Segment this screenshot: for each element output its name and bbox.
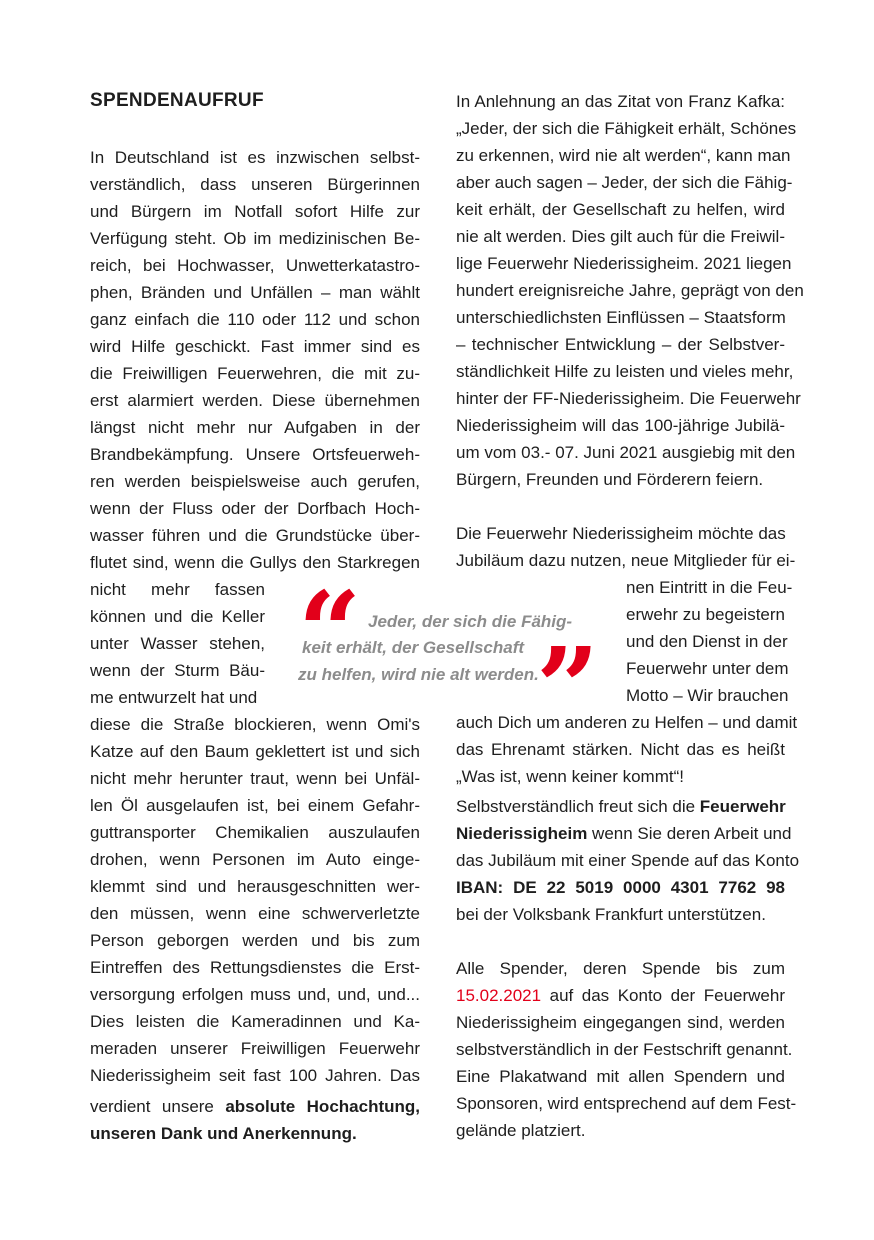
right-text-line: ständlichkeit Hilfe zu leisten und vieles mehr,	[456, 362, 794, 381]
right-text-line: nen Eintritt in die Feu-	[626, 578, 793, 597]
right-text-line: keit erhält, der Gesellschaft zu helfen, wird	[456, 200, 785, 219]
donors-line-4: selbstverständlich in der Festschrift genannt.	[456, 1040, 793, 1059]
left-text-line: klemmt sind und herausgeschnitten wer-	[90, 877, 420, 896]
right-text-line: Jubiläum dazu nutzen, neue Mitglieder für ei-	[456, 551, 796, 570]
right-text-line: In Anlehnung an das Zitat von Franz Kafka:	[456, 92, 785, 111]
support-line-1	[456, 797, 785, 817]
left-text-line: und Bürgern im Notfall sofort Hilfe zur	[90, 202, 420, 221]
support-line-2	[456, 824, 792, 844]
left-text-line: längst nicht mehr nur Aufgaben in der	[90, 418, 420, 437]
left-text-line: In Deutschland ist es inzwischen selbst-	[90, 148, 420, 167]
support-line-1-prefix: Selbstverständlich freut sich die	[456, 797, 700, 816]
right-text-line: aber auch sagen – Jeder, der sich die Fähig-	[456, 173, 793, 192]
right-text-line: zu erkennen, wird nie alt werden“, kann man	[456, 146, 791, 165]
pull-quote-line-3: zu helfen, wird nie alt werden.	[298, 665, 539, 684]
donors-line-6: Sponsoren, wird entsprechend auf dem Fest-	[456, 1094, 797, 1113]
left-text-line: Niederissigheim seit fast 100 Jahren. Das	[90, 1066, 420, 1085]
left-text-line: diese die Straße blockieren, wenn Omi's	[90, 715, 420, 734]
left-text-line: die Freiwilligen Feuerwehren, die mit zu-	[90, 364, 420, 383]
deadline-date: 15.02.2021	[456, 986, 542, 1005]
left-text-line: drohen, wenn Personen im Auto einge-	[90, 850, 420, 869]
right-text-line: erwehr zu begeistern	[626, 605, 785, 624]
iban: IBAN: DE 22 5019 0000 4301 7762 98	[456, 878, 785, 897]
support-niederissigheim: Niederissigheim	[456, 824, 588, 843]
left-text-line: Katze auf den Baum geklettert ist und sich	[90, 742, 420, 761]
right-text-line: das Ehrenamt stärken. Nicht das es heißt	[456, 740, 785, 759]
left-text-line: ren werden beispielsweise auch gerufen,	[90, 472, 420, 491]
right-text-line: auch Dich um anderen zu Helfen – und damit	[456, 713, 798, 732]
right-text-line: „Was ist, wenn keiner kommt“!	[456, 767, 684, 786]
left-text-line: Verfügung steht. Ob im medizinischen Be-	[90, 229, 420, 248]
left-text-line: können und die Keller	[90, 607, 265, 626]
right-text-line: – technischer Entwicklung – der Selbstver-	[456, 335, 785, 354]
emphasis-hochachtung: absolute Hochachtung,	[225, 1097, 420, 1116]
left-text-line: reich, bei Hochwasser, Unwetterkatastro-	[90, 256, 420, 275]
support-line-5: bei der Volksbank Frankfurt unterstützen.	[456, 905, 766, 924]
right-text-line: Die Feuerwehr Niederissigheim möchte das	[456, 524, 786, 543]
right-text-line: um vom 03.- 07. Juni 2021 ausgiebig mit den	[456, 443, 796, 462]
right-text-line: „Jeder, der sich die Fähigkeit erhält, Schönes	[456, 119, 797, 138]
right-text-line: unterschiedlichsten Einflüssen – Staatsform	[456, 308, 786, 327]
donors-line-5: Eine Plakatwand mit allen Spendern und	[456, 1067, 785, 1086]
donors-line-2-rest: auf das Konto der Feuerwehr	[541, 986, 785, 1005]
pull-quote	[296, 567, 601, 752]
left-text-line: nicht mehr fassen	[90, 580, 265, 599]
left-text-line: verständlich, dass unseren Bürgerinnen	[90, 175, 420, 194]
right-text-line: lige Feuerwehr Niederissigheim. 2021 liegen	[456, 254, 792, 273]
left-text-line: me entwurzelt hat und	[90, 688, 258, 707]
right-text-line: Feuerwehr unter dem	[626, 659, 789, 678]
left-text-line: wenn der Sturm Bäu-	[90, 661, 265, 680]
pull-quote-line-1: Jeder, der sich die Fähig-	[368, 612, 573, 631]
left-text-line: den müssen, wenn eine schwerverletzte	[90, 904, 420, 923]
donors-line-2	[456, 986, 785, 1006]
left-text-line: wird Hilfe geschickt. Fast immer sind es	[90, 337, 420, 356]
right-text-line: nie alt werden. Dies gilt auch für die Freiwil-	[456, 227, 785, 246]
support-line-2-rest: wenn Sie deren Arbeit und	[587, 824, 792, 843]
donors-line-3: Niederissigheim eingegangen sind, werden	[456, 1013, 785, 1032]
left-text-line: Brandbekämpfung. Unsere Ortsfeuerweh-	[90, 445, 420, 464]
left-final-bold: unseren Dank und Anerkennung.	[90, 1124, 357, 1143]
right-text-line: Bürgern, Freunden und Förderern feiern.	[456, 470, 764, 489]
pull-quote-line-2: keit erhält, der Gesellschaft	[302, 638, 525, 657]
left-text-line: Eintreffen des Rettungsdienstes die Erst-	[90, 958, 420, 977]
left-text-line: wasser führen und die Grundstücke über-	[90, 526, 420, 545]
support-line-3: das Jubiläum mit einer Spende auf das Konto	[456, 851, 800, 870]
left-text-line: erst alarmiert werden. Diese übernehmen	[90, 391, 420, 410]
left-last-line	[90, 1097, 420, 1117]
right-text-line: Niederissigheim will das 100-jährige Jubilä-	[456, 416, 785, 435]
left-last-line-prefix: verdient unsere	[90, 1097, 226, 1116]
right-text-line: hinter der FF-Niederissigheim. Die Feuerwehr	[456, 389, 801, 408]
left-text-line: len Öl ausgelaufen ist, bei einem Gefahr-	[90, 796, 420, 815]
page-title: SPENDENAUFRUF	[90, 90, 264, 111]
left-text-line: Person geborgen werden und bis zum	[90, 931, 420, 950]
left-text-line: phen, Bränden und Unfällen – man wählt	[90, 283, 420, 302]
open-quote-icon: “	[298, 567, 362, 696]
left-text-line: nicht mehr herunter traut, wenn bei Unfäl-	[90, 769, 420, 788]
support-feuerwehr: Feuerwehr	[699, 797, 786, 816]
left-text-line: flutet sind, wenn die Gullys den Starkregen	[90, 553, 420, 572]
donors-line-7: gelände platziert.	[456, 1121, 586, 1140]
donors-line-1: Alle Spender, deren Spende bis zum	[456, 959, 785, 978]
left-text-line: unter Wasser stehen,	[90, 634, 265, 653]
left-text-line: meraden unserer Freiwilligen Feuerwehr	[90, 1039, 420, 1058]
right-text-line: Motto – Wir brauchen	[626, 686, 789, 705]
close-quote-icon: ”	[536, 623, 600, 752]
left-text-line: versorgung erfolgen muss und, und, und...	[90, 985, 420, 1004]
right-text-line: hundert ereignisreiche Jahre, geprägt von den	[456, 281, 804, 300]
left-text-line: guttransporter Chemikalien auszulaufen	[90, 823, 420, 842]
left-text-line: Dies leisten die Kameradinnen und Ka-	[90, 1012, 420, 1031]
left-text-line: ganz einfach die 110 oder 112 und schon	[90, 310, 420, 329]
right-text-line: und den Dienst in der	[626, 632, 788, 651]
left-text-line: wenn der Fluss oder der Dorfbach Hoch-	[90, 499, 420, 518]
